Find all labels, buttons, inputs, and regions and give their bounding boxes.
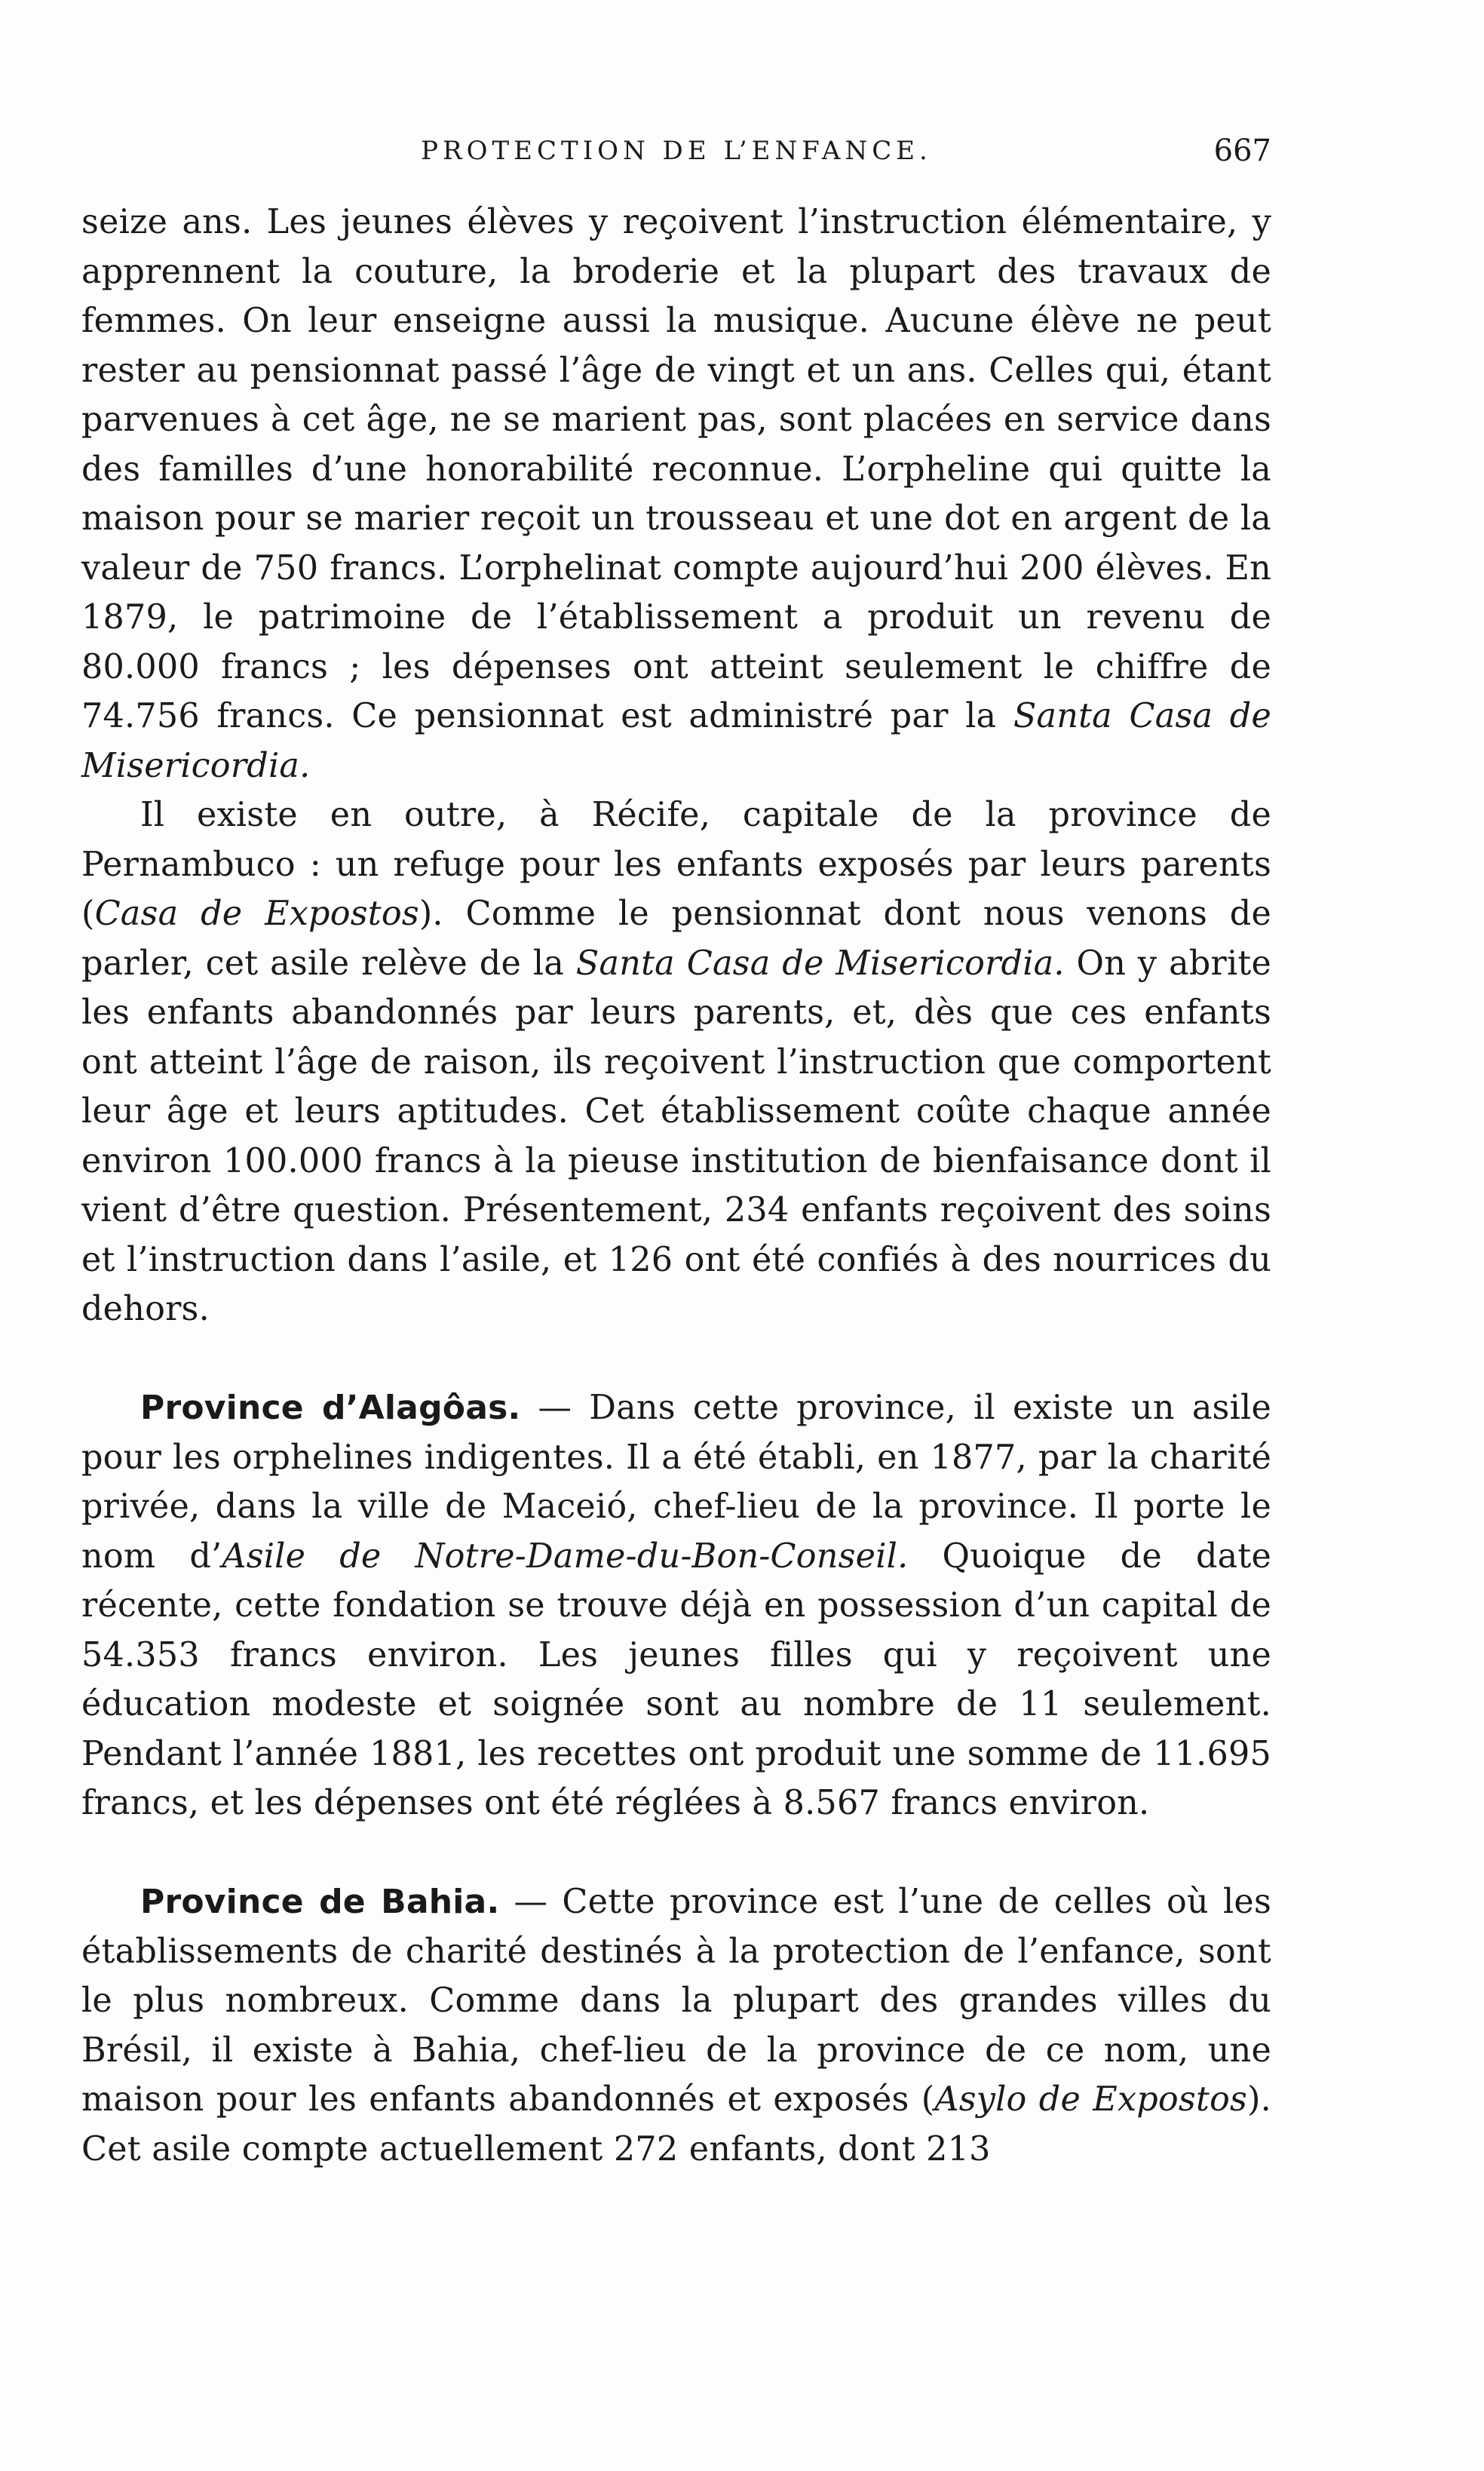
italic-institution-name: Santa Casa de Misericordia. bbox=[575, 944, 1065, 983]
italic-institution-name: Asylo de Expostos bbox=[934, 2080, 1248, 2119]
paragraph-text: ). Cet asile compte actuellement 272 enfants, dont 213 bbox=[81, 2080, 1271, 2169]
italic-institution-name: Casa de Expostos bbox=[94, 895, 419, 933]
body-text bbox=[81, 198, 1271, 2174]
italic-institution-name: Asile de Notre-Dame-du-Bon-Conseil. bbox=[222, 1536, 909, 1576]
paragraph-text: — Cette province est l’une de celles où les établissements de charité destinés à la protection de l’enfance, sont le plus nombreux. Comme dans la plupart des grandes villes du Brésil, il existe à Bahia, chef-lieu de la province de ce nom, une maison pour les enfants abandonnés et exposés ( bbox=[81, 1883, 1271, 2119]
page-number: 667 bbox=[1213, 134, 1271, 168]
paragraph-text: Quoique de date récente, cette fondation se trouve déjà en possession d’un capital de 54.353 francs environ. Les jeunes filles qui y reçoivent une éducation modeste et soignée sont au nombre de 11 seulement. Pendant l’année 1881, les recettes ont produit une somme de 11.695 francs, et les dépenses ont été réglées à 8.567 francs environ. bbox=[81, 1536, 1272, 1822]
paragraph-text: seize ans. Les jeunes élèves y reçoivent l’instruction élémentaire, y apprennent la couture, la broderie et la plupart des travaux de femmes. On leur enseigne aussi la musique. Aucune élève ne peut rester au pensionnat passé l’âge de vingt et un ans. Celles qui, étant parvenues à cet âge, ne se marient pas, sont placées en service dans des familles d’une honorabilité reconnue. L’orpheline qui quitte la maison pour se marier reçoit un trousseau et une dot en argent de la valeur de 750 francs. L’orphelinat compte aujourd’hui 200 élèves. En 1879, le patrimoine de l’établissement a produit un revenu de 80.000 francs ; les dépenses ont atteint seulement le chiffre de 74.756 francs. Ce pensionnat est administré par la bbox=[81, 203, 1271, 735]
italic-institution-name: Santa Casa de Misericordia. bbox=[81, 697, 1271, 785]
paragraph-text: ). Comme le pensionnat dont nous venons de parler, cet asile relève de la bbox=[81, 895, 1271, 983]
running-head bbox=[81, 130, 1271, 172]
paragraph-orphelinat bbox=[81, 198, 1271, 790]
section-heading: Province d’Alagôas. bbox=[140, 1389, 521, 1427]
section-bahia bbox=[81, 1877, 1271, 2174]
paragraph-text: — Dans cette province, il existe un asile pour les orphelines indigentes. Il a été établi, en 1877, par la charité privée, dans la ville de Maceió, chef-lieu de la province. Il porte le nom d’ bbox=[81, 1389, 1271, 1576]
paragraph-text: Il existe en outre, à Récife, capitale de la province de Pernambuco : un refuge pour les enfants exposés par leurs parents ( bbox=[81, 796, 1271, 933]
running-title: PROTECTION DE L’ENFANCE. bbox=[421, 136, 932, 166]
paragraph-text: On y abrite les enfants abandonnés par leurs parents, et, dès que ces enfants ont atteint l’âge de raison, ils reçoivent l’instruction que comportent leur âge et leurs aptitudes. Cet établissement coûte chaque année environ 100.000 francs à la pieuse institution de bienfaisance dont il vient d’être question. Présentement, 234 enfants reçoivent des soins et l’instruction dans l’asile, et 126 ont été confiés à des nourrices du dehors. bbox=[81, 944, 1272, 1328]
paragraph-recife-refuge bbox=[81, 790, 1271, 1334]
section-heading: Province de Bahia. bbox=[140, 1883, 500, 1921]
section-alagoas bbox=[81, 1383, 1271, 1828]
